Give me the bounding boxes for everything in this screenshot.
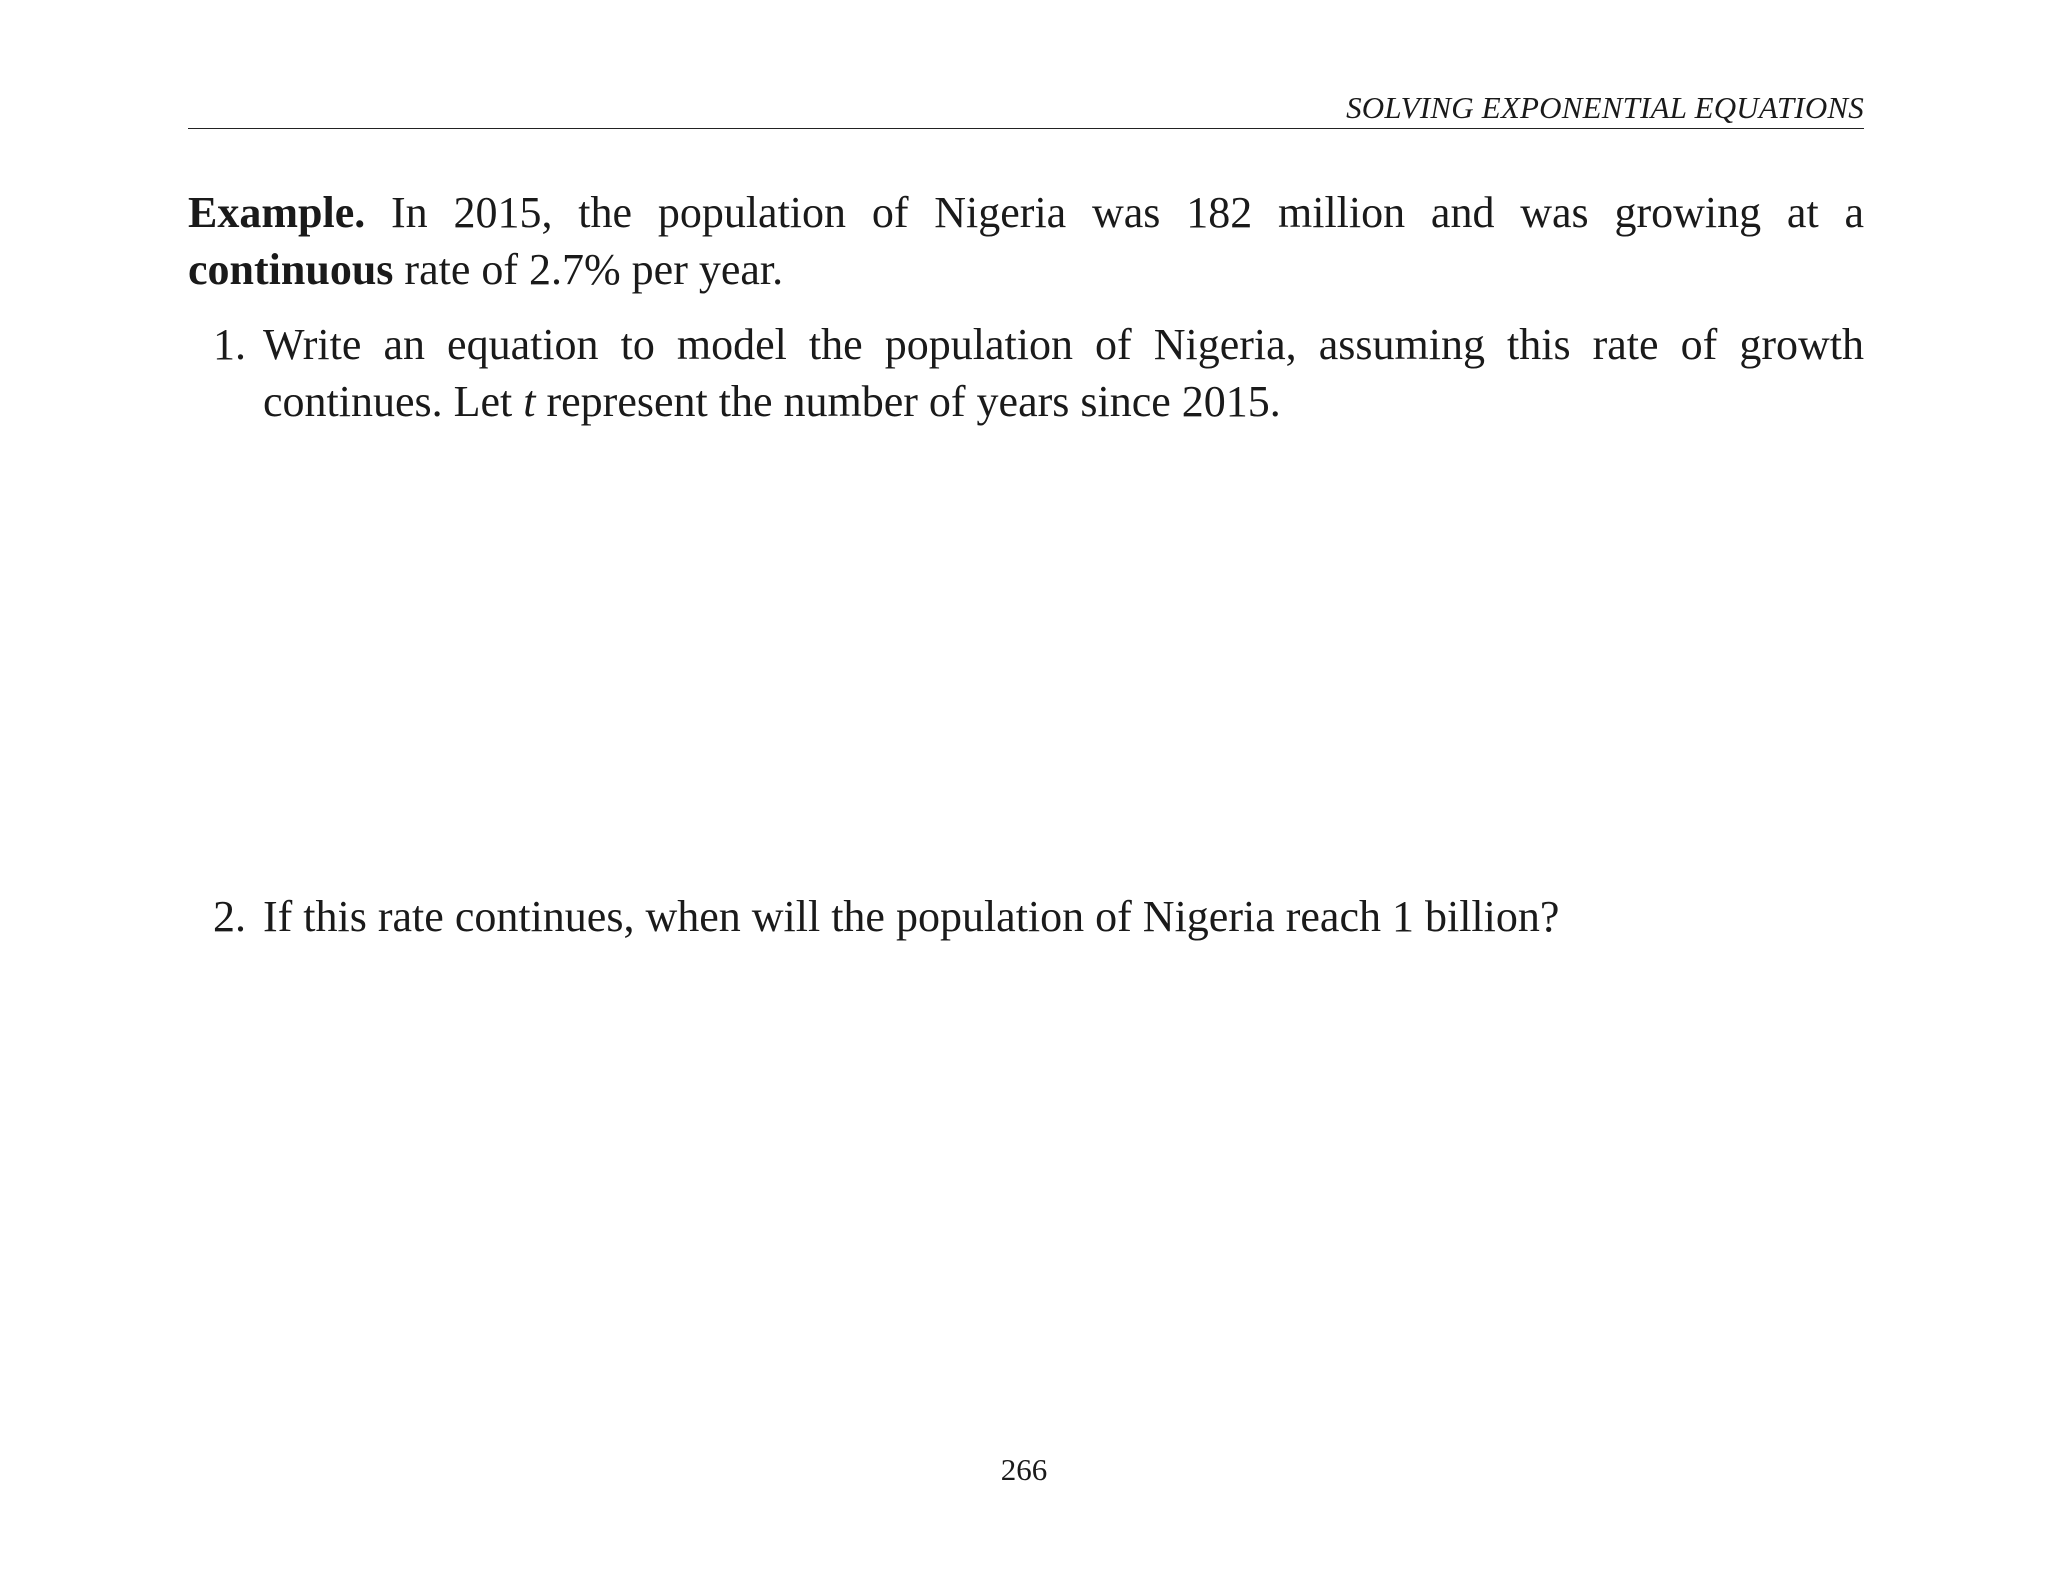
list-item	[188, 888, 1864, 945]
item-text-before: Write an equation to model the population of Nigeria, assuming this rate of growth continues. Let	[263, 320, 1864, 426]
list-item	[188, 316, 1864, 430]
page-number: 266	[1000, 1452, 1048, 1487]
header-rule	[188, 128, 1864, 129]
example-intro-text: In 2015, the population of Nigeria was 182 million and was growing at a	[365, 188, 1864, 237]
example-label: Example.	[188, 188, 366, 237]
list-item-number: 2.	[213, 892, 246, 941]
running-head: SOLVING EXPONENTIAL EQUATIONS	[1346, 90, 1864, 125]
list-item-text	[263, 316, 1864, 430]
list-item-number: 1.	[213, 320, 246, 369]
example-emphasis: continuous	[188, 245, 394, 294]
page-content	[188, 184, 1864, 941]
item-text-after: represent the number of years since 2015.	[535, 377, 1281, 426]
example-intro	[188, 184, 1864, 298]
example-intro-tail: rate of 2.7% per year.	[393, 245, 784, 294]
item-variable: t	[523, 377, 536, 426]
list-item-text: If this rate continues, when will the population of Nigeria reach 1 billion?	[263, 892, 1560, 941]
